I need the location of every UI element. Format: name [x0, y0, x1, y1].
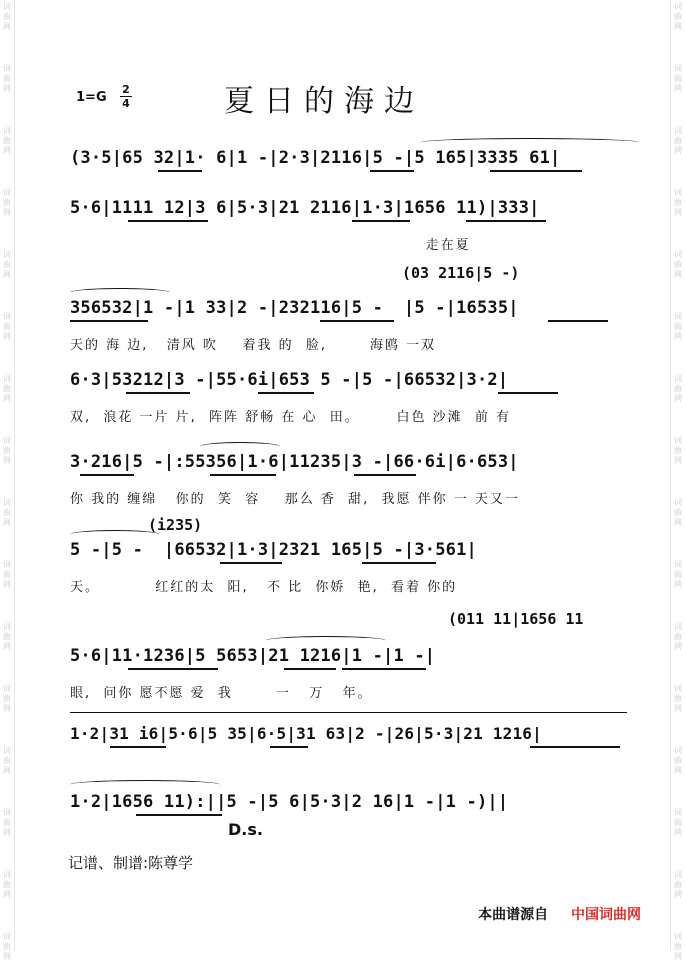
score-line-6: [70, 516, 627, 618]
watermark-text: 词曲网: [674, 932, 682, 961]
watermark-text: 词曲网: [674, 2, 682, 31]
slur-mark: [70, 780, 220, 789]
lyric-line: 双, 浪花 一片 片, 阵阵 舒畅 在 心 田。 白色 沙滩 前 有: [70, 410, 512, 425]
beam-mark: [210, 474, 276, 476]
beam-mark: [370, 170, 414, 172]
notation-line: 6·3|53212|3 -|55·6i|653 5 -|5 -|66532|3·2|: [70, 370, 509, 390]
beam-mark: [220, 562, 282, 564]
cue-passage: (011 11|1656 11: [448, 610, 584, 628]
system-rule: [70, 712, 627, 713]
notation-line: 1·2|1656 11):||5 -|5 6|5·3|2 16|1 -|1 -)||: [70, 792, 509, 812]
time-signature: [120, 84, 132, 109]
beam-mark: [258, 392, 314, 394]
slur-mark: [200, 442, 280, 451]
beam-mark: [110, 746, 166, 748]
time-sig-top: 2: [122, 83, 130, 96]
watermark-text: 词曲网: [674, 374, 682, 403]
watermark-text: 词曲网: [3, 684, 11, 713]
watermark-text: 词曲网: [674, 126, 682, 155]
cue-passage: (i235): [148, 516, 203, 534]
watermark-text: 词曲网: [674, 808, 682, 837]
ds-mark: D.s.: [228, 820, 263, 839]
beam-mark: [284, 668, 336, 670]
watermark-text: 词曲网: [674, 622, 682, 651]
notation-line: 3·216|5 -|:55356|1·6|11235|3 -|66·6i|6·653|: [70, 452, 519, 472]
watermark-text: 词曲网: [3, 436, 11, 465]
lyric-line: 天的 海 边, 清风 吹 着我 的 脸, 海鸥 一双: [70, 338, 437, 353]
watermark-text: 词曲网: [674, 870, 682, 899]
watermark-text: 词曲网: [3, 188, 11, 217]
watermark-text: 词曲网: [674, 436, 682, 465]
watermark-text: 词曲网: [3, 250, 11, 279]
beam-mark: [352, 220, 410, 222]
source-note: [478, 904, 641, 924]
beam-mark: [498, 392, 558, 394]
beam-mark: [466, 220, 546, 222]
transcription-credit: 记谱、制谱:陈尊学: [68, 854, 194, 872]
beam-mark: [80, 474, 134, 476]
beam-mark: [548, 320, 608, 322]
watermark-text: 词曲网: [674, 64, 682, 93]
beam-mark: [354, 474, 416, 476]
lyric-line: 眼, 问你 愿不愿 爱 我 一 万 年。: [70, 686, 373, 701]
beam-mark: [158, 170, 202, 172]
beam-mark: [530, 746, 620, 748]
beam-mark: [270, 746, 308, 748]
watermark-text: 词曲网: [3, 808, 11, 837]
beam-mark: [128, 220, 208, 222]
watermark-text: 词曲网: [3, 312, 11, 341]
watermark-text: 词曲网: [3, 374, 11, 403]
notation-line: 5·6|1111 12|3 6|5·3|21 2116|1·3|1656 11)|333|: [70, 198, 540, 218]
watermark-text: 词曲网: [674, 684, 682, 713]
watermark-text: 词曲网: [3, 932, 11, 961]
watermark-text: 词曲网: [3, 126, 11, 155]
watermark-text: 词曲网: [674, 188, 682, 217]
watermark-text: 词曲网: [3, 870, 11, 899]
slur-mark: [266, 636, 386, 645]
beam-mark: [70, 320, 148, 322]
watermark-text: 词曲网: [3, 622, 11, 651]
time-sig-bottom: 4: [122, 97, 130, 110]
watermark-text: 词曲网: [674, 746, 682, 775]
notation-line: 5·6|11·1236|5 5653|21 1216|1 -|1 -|: [70, 646, 436, 666]
watermark-strip-right: [670, 0, 685, 961]
beam-mark: [136, 814, 222, 816]
cue-passage: (03 2116|5 -): [402, 264, 520, 282]
watermark-text: 词曲网: [3, 746, 11, 775]
beam-mark: [126, 392, 190, 394]
beam-mark: [362, 562, 436, 564]
watermark-text: 词曲网: [674, 498, 682, 527]
lyric-line: 天。 红红的太 阳, 不 比 你娇 艳, 看着 你的: [70, 580, 458, 595]
score-line-4: [70, 370, 627, 448]
watermark-text: 词曲网: [674, 560, 682, 589]
watermark-text: 词曲网: [674, 312, 682, 341]
score-line-3: [70, 264, 627, 376]
beam-mark: [128, 668, 218, 670]
song-title: 夏日的海边: [224, 84, 424, 119]
lyric-line: 你 我的 缠绵 你的 笑 容 那么 香 甜, 我愿 伴你 一 天又一: [70, 492, 520, 507]
notation-line: 1·2|31 i6|5·6|5 35|6·5|31 63|2 -|26|5·3|21 1216|: [70, 724, 542, 743]
beam-mark: [320, 320, 394, 322]
beam-mark: [342, 668, 426, 670]
source-site: 中国词曲网: [571, 907, 641, 923]
lyric-line: 走在夏: [70, 238, 471, 253]
watermark-text: 词曲网: [674, 250, 682, 279]
watermark-text: 词曲网: [3, 2, 11, 31]
source-label: 本曲谱源自: [478, 907, 549, 923]
watermark-text: 词曲网: [3, 498, 11, 527]
watermark-text: 词曲网: [3, 64, 11, 93]
slur-mark: [420, 138, 640, 147]
score-line-2: [70, 198, 627, 276]
slur-mark: [70, 530, 160, 539]
notation-line: (3·5|65 32|1· 6|1 -|2·3|2116|5 -|5 165|3335 61|: [70, 148, 561, 168]
notation-line: 5 -|5 - |66532|1·3|2321 165|5 -|3·561|: [70, 540, 477, 560]
watermark-text: 词曲网: [3, 560, 11, 589]
score-line-8: [70, 724, 627, 802]
watermark-strip-left: [0, 0, 15, 961]
slur-mark: [70, 288, 170, 297]
beam-mark: [490, 170, 582, 172]
key-signature: 1=G: [76, 90, 107, 105]
notation-line: 356532|1 -|1 33|2 -|232116|5 - |5 -|16535|: [70, 298, 519, 318]
